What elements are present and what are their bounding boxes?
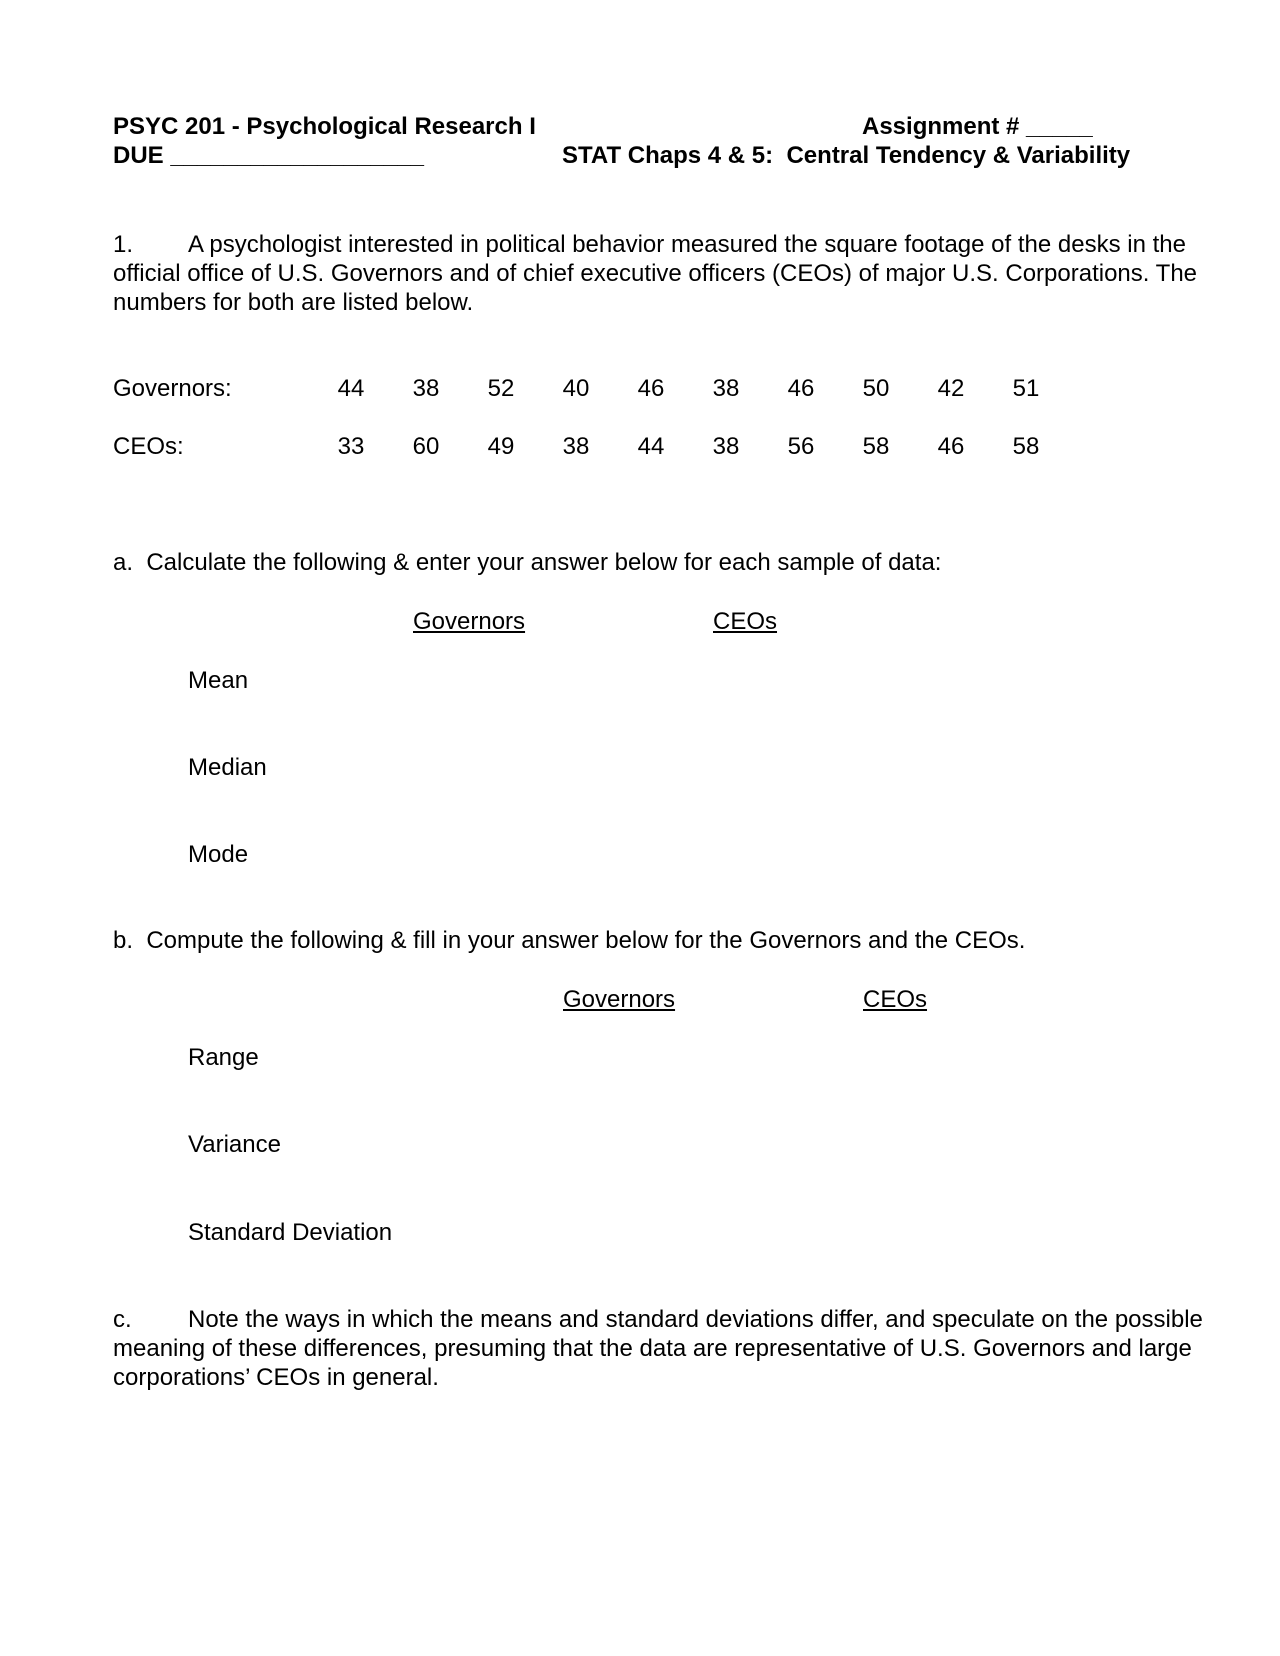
governors-row-label: Governors: bbox=[113, 375, 232, 402]
ceos-value: 38 bbox=[712, 433, 740, 460]
part-a-prompt: a. Calculate the following & enter your answer below for each sample of data: bbox=[113, 549, 942, 576]
ceos-value: 46 bbox=[937, 433, 965, 460]
governors-value: 42 bbox=[937, 375, 965, 402]
due-date: DUE ___________________ bbox=[113, 142, 424, 169]
part-c bbox=[113, 1305, 1203, 1392]
assignment-number: Assignment # _____ bbox=[862, 113, 1093, 140]
part-a-governors-heading: Governors bbox=[413, 608, 526, 635]
governors-value: 50 bbox=[862, 375, 890, 402]
governors-value: 52 bbox=[487, 375, 515, 402]
governors-value: 38 bbox=[712, 375, 740, 402]
governors-value: 38 bbox=[412, 375, 440, 402]
part-c-text: Note the ways in which the means and standard deviations differ, and speculate on the possible meaning of these differences, presuming that the data are representative of U.S. Governors and large corporations’ CEOs in general. bbox=[113, 1306, 1203, 1391]
part-a-row-mean: Mean bbox=[188, 667, 249, 694]
part-b-row-standard-deviation: Standard Deviation bbox=[188, 1219, 393, 1246]
governors-value: 46 bbox=[787, 375, 815, 402]
governors-value: 44 bbox=[337, 375, 365, 402]
ceos-value: 49 bbox=[487, 433, 515, 460]
question-1-text: A psychologist interested in political behavior measured the square footage of the desks in the official office of U.S. Governors and of chief executive officers (CEOs) of major U.S. Corporations. The numbers for both are listed below. bbox=[113, 231, 1198, 316]
ceos-value: 58 bbox=[862, 433, 890, 460]
course-title: PSYC 201 - Psychological Research I bbox=[113, 113, 536, 140]
ceos-value: 33 bbox=[337, 433, 365, 460]
assignment-topic: STAT Chaps 4 & 5: Central Tendency & Variability bbox=[562, 142, 1131, 169]
ceos-value: 60 bbox=[412, 433, 440, 460]
part-b-governors-heading: Governors bbox=[563, 986, 676, 1013]
ceos-value: 56 bbox=[787, 433, 815, 460]
part-a-row-median: Median bbox=[188, 754, 267, 781]
part-b-row-variance: Variance bbox=[188, 1131, 281, 1158]
governors-value: 51 bbox=[1012, 375, 1040, 402]
ceos-row-label: CEOs: bbox=[113, 433, 184, 460]
ceos-value: 44 bbox=[637, 433, 665, 460]
governors-value: 40 bbox=[562, 375, 590, 402]
question-1 bbox=[113, 230, 1203, 317]
question-1-number: 1. bbox=[113, 231, 134, 258]
governors-value: 46 bbox=[637, 375, 665, 402]
part-b-row-range: Range bbox=[188, 1044, 259, 1071]
part-a-row-mode: Mode bbox=[188, 841, 249, 868]
part-b-ceos-heading: CEOs bbox=[863, 986, 928, 1013]
part-c-label: c. bbox=[113, 1306, 132, 1333]
part-b-prompt: b. Compute the following & fill in your answer below for the Governors and the CEOs. bbox=[113, 927, 1026, 954]
ceos-value: 58 bbox=[1012, 433, 1040, 460]
ceos-value: 38 bbox=[562, 433, 590, 460]
part-a-ceos-heading: CEOs bbox=[713, 608, 778, 635]
